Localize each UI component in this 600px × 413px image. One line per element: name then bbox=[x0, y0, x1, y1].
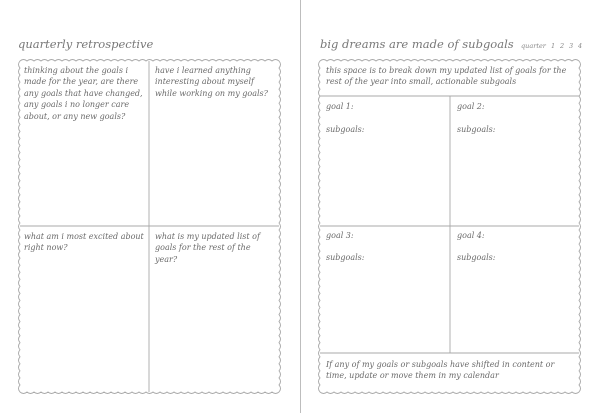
page-title: quarterly retrospective bbox=[18, 37, 154, 51]
prompt-updated-goals: what is my updated list of goals for the rest of the year? bbox=[155, 232, 260, 264]
prompt-learned-about-myself: have i learned anything interesting about myself while working on my goals? bbox=[155, 66, 268, 98]
intro-text: this space is to break down my updated list of goals for the rest of the year into small, actionable subgoals bbox=[326, 66, 567, 87]
goal-2-subgoals-label: subgoals: bbox=[457, 125, 496, 134]
quarter-1[interactable]: 1 bbox=[551, 42, 556, 50]
subgoals-frame bbox=[301, 0, 600, 413]
quarter-2[interactable]: 2 bbox=[560, 42, 565, 50]
footer-note: If any of my goals or subgoals have shifted in content or time, update or move them in my calendar bbox=[326, 360, 555, 381]
scalloped-border bbox=[319, 60, 581, 394]
goal-4-subgoals-label: subgoals: bbox=[457, 253, 496, 262]
quarter-3[interactable]: 3 bbox=[569, 42, 574, 50]
prompt-most-excited: what am i most excited about right now? bbox=[24, 232, 144, 253]
goal-2-label: goal 2: bbox=[457, 102, 485, 111]
goal-1-subgoals-label: subgoals: bbox=[326, 125, 365, 134]
goal-1-label: goal 1: bbox=[326, 102, 354, 111]
page-title: big dreams are made of subgoals bbox=[320, 37, 514, 51]
goal-3-label: goal 3: bbox=[326, 231, 354, 240]
quarter-label: quarter bbox=[521, 42, 546, 50]
right-page bbox=[301, 0, 600, 413]
quarter-4[interactable]: 4 bbox=[578, 42, 583, 50]
goal-3-subgoals-label: subgoals: bbox=[326, 253, 365, 262]
prompt-goals-changed: thinking about the goals i made for the year, are there any goals that have changed, any goals i no longer care about, or any new goals? bbox=[24, 66, 143, 121]
goal-4-label: goal 4: bbox=[457, 231, 485, 240]
